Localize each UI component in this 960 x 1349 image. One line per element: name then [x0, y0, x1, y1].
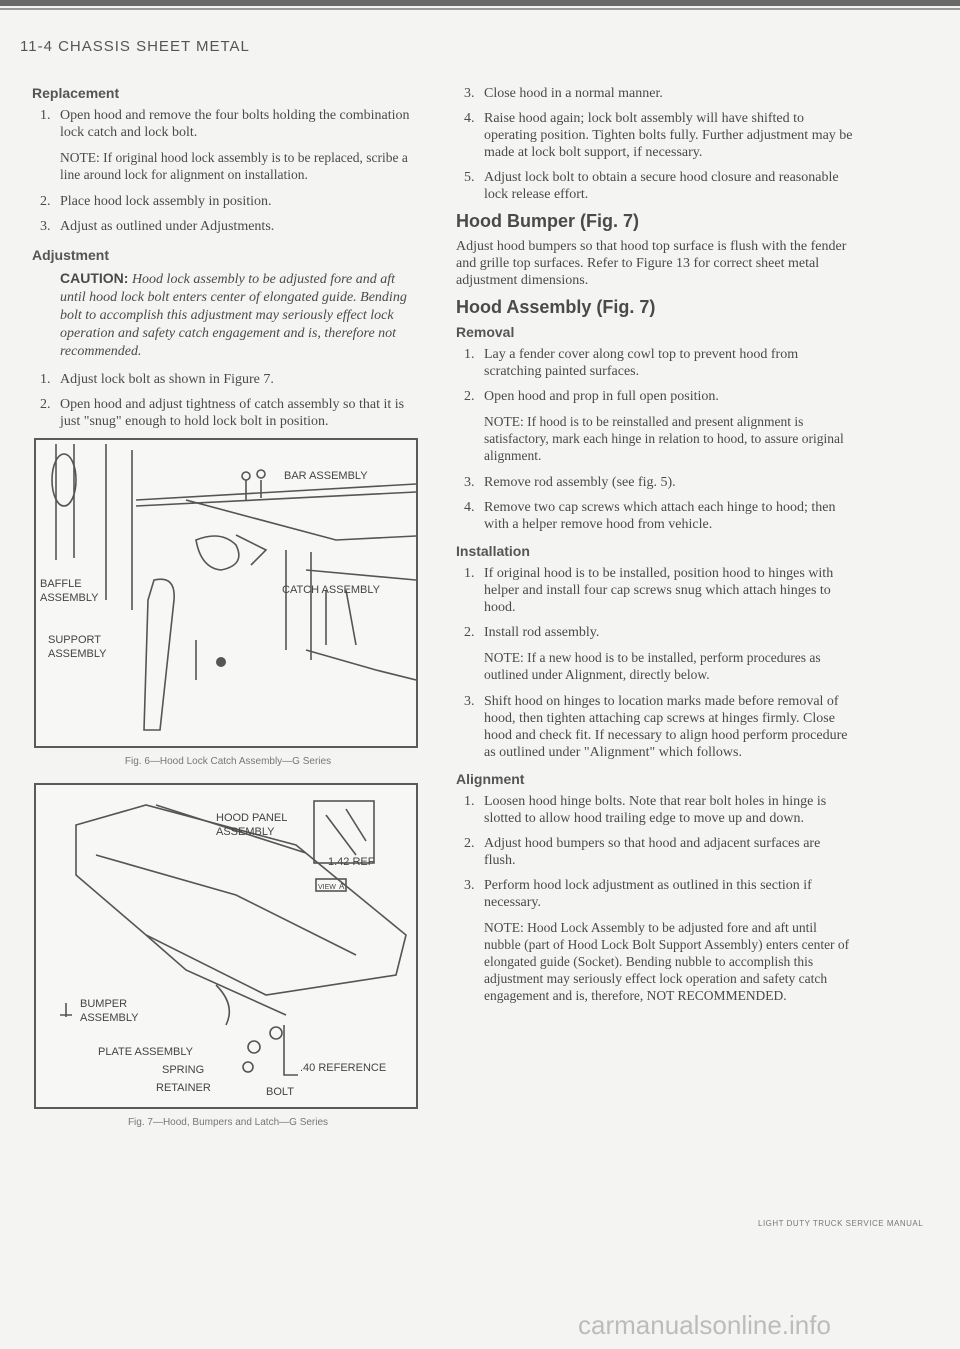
installation-note: NOTE: If a new hood is to be installed, perform procedures as outlined under Alignment, directly below. [484, 650, 821, 682]
removal-step: 4. Remove two cap screws which attach each hinge to hood; then with a helper remove hood from vehicle. [464, 500, 836, 532]
fig7-label-plate: PLATE ASSEMBLY [98, 1046, 193, 1058]
hood-bumpers-latch-illustration [36, 785, 416, 1107]
figure-7 [34, 783, 418, 1109]
fig7-label-reference: .40 REFERENCE [300, 1062, 387, 1074]
removal-step: 2. Open hood and prop in full open position. [464, 389, 719, 404]
replacement-step: 2. Place hood lock assembly in position. [40, 194, 272, 209]
top-rule [0, 0, 960, 6]
top-rule-thin [0, 8, 960, 10]
removal-note: NOTE: If hood is to be reinstalled and present alignment is satisfactory, mark each hinge in relation to hood, to assure original alignment. [484, 414, 844, 463]
adjustment-step: 2. Open hood and adjust tightness of catch assembly so that it is just "snug" enough to hold lock bolt in position. [40, 397, 405, 429]
fig7-label-hood-panel: HOOD PANEL [216, 812, 288, 824]
alignment-step: 1. Loosen hood hinge bolts. Note that rear bolt holes in hinge is slotted to allow hood trailing edge to move up and down. [464, 794, 827, 826]
fig7-label-hood-assembly: ASSEMBLY [216, 826, 275, 838]
fig7-label-bolt: BOLT [266, 1086, 294, 1098]
adjustment-step: 1. Adjust lock bolt as shown in Figure 7. [40, 372, 274, 387]
fig6-label-baffle: BAFFLE [40, 578, 82, 590]
fig6-label-support-assembly: ASSEMBLY [48, 648, 107, 660]
removal-step: 3. Remove rod assembly (see fig. 5). [464, 475, 676, 490]
replacement-step: 1. Open hood and remove the four bolts holding the combination lock catch and lock bolt. [40, 108, 410, 140]
figure-7-caption: Fig. 7—Hood, Bumpers and Latch—G Series [127, 1117, 329, 1128]
adjustment-step: 3. Close hood in a normal manner. [464, 86, 663, 101]
left-column [32, 85, 424, 1144]
fig7-label-bumper: BUMPER [80, 998, 128, 1010]
fig7-label-view-a: A [339, 882, 345, 891]
replacement-heading: Replacement [32, 85, 120, 101]
hood-assembly-heading: Hood Assembly (Fig. 7) [456, 297, 656, 317]
adjustment-step: 4. Raise hood again; lock bolt assembly will have shifted to operating position. Tighten bolts fully. Further adjustment may be made at lock bolt support, if necessary. [464, 111, 853, 160]
right-column [456, 85, 854, 1014]
adjustment-heading: Adjustment [32, 247, 109, 263]
fig7-label-view: VIEW [318, 884, 336, 891]
hood-bumper-heading: Hood Bumper (Fig. 7) [456, 211, 639, 231]
caution-text: Hood lock assembly to be adjusted fore and aft until hood lock bolt enters center of elongated guide. Bending bolt to accomplish this adjustment may seriously effect lock operation and safety catch engagement and is, therefore not recommended. [60, 272, 407, 359]
removal-step: 1. Lay a fender cover along cowl top to prevent hood from scratching painted surfaces. [464, 347, 799, 379]
fig6-label-bar: BAR ASSEMBLY [284, 470, 368, 482]
page-header: 11-4 CHASSIS SHEET METAL [20, 38, 250, 55]
fig6-label-catch: CATCH ASSEMBLY [282, 584, 381, 596]
hood-lock-catch-illustration [36, 440, 416, 746]
caution-label: CAUTION: [60, 270, 129, 286]
alignment-step: 3. Perform hood lock adjustment as outlined in this section if necessary. [464, 878, 812, 910]
fig7-label-ref: 1.42 REF [328, 856, 375, 868]
alignment-note: NOTE: Hood Lock Assembly to be adjusted fore and aft until nubble (part of Hood Lock Bolt Support Assembly) enters center of elongated guide (Socket). Bending nubble to accomplish this adjustment may seriously effect lock operation and safety catch engagement and is, therefore, NOT RECOMMENDED. [484, 920, 850, 1003]
installation-step: 1. If original hood is to be installed, position hood to hinges with helper and install four cap screws snug which attach hinges to hood. [464, 566, 834, 615]
adjustment-step: 5. Adjust lock bolt to obtain a secure hood closure and reasonable lock release effort. [464, 170, 839, 202]
installation-step: 2. Install rod assembly. [464, 625, 600, 640]
alignment-step: 2. Adjust hood bumpers so that hood and adjacent surfaces are flush. [464, 836, 821, 868]
removal-heading: Removal [456, 324, 515, 340]
installation-step: 3. Shift hood on hinges to location marks made before removal of hood, then tighten attaching cap screws at hinges firmly. Close hood and check fit. If necessary to align hood perform procedure as outlined under "Alignment" which follows. [464, 694, 848, 760]
replacement-step: 3. Adjust as outlined under Adjustments. [40, 219, 275, 234]
installation-heading: Installation [456, 543, 530, 559]
replacement-note: NOTE: If original hood lock assembly is to be replaced, scribe a line around lock for alignment on installation. [60, 150, 408, 182]
fig6-label-baffle-assembly: ASSEMBLY [40, 592, 99, 604]
alignment-heading: Alignment [456, 771, 525, 787]
watermark-text: carmanualsonline.info [578, 1310, 831, 1340]
fig7-label-bumper-assembly: ASSEMBLY [80, 1012, 139, 1024]
figure-6-caption: Fig. 6—Hood Lock Catch Assembly—G Series [124, 756, 332, 767]
page-footer: LIGHT DUTY TRUCK SERVICE MANUAL [758, 1219, 924, 1228]
hood-bumper-text: Adjust hood bumpers so that hood top surface is flush with the fender and grille top surfaces. Refer to Figure 13 for correct sheet metal adjustment dimensions. [456, 239, 847, 288]
fig7-label-spring: SPRING [162, 1064, 205, 1076]
fig6-label-support: SUPPORT [48, 634, 101, 646]
caution-block [32, 269, 424, 361]
fig7-label-retainer: RETAINER [156, 1082, 211, 1094]
figure-6 [34, 438, 418, 748]
